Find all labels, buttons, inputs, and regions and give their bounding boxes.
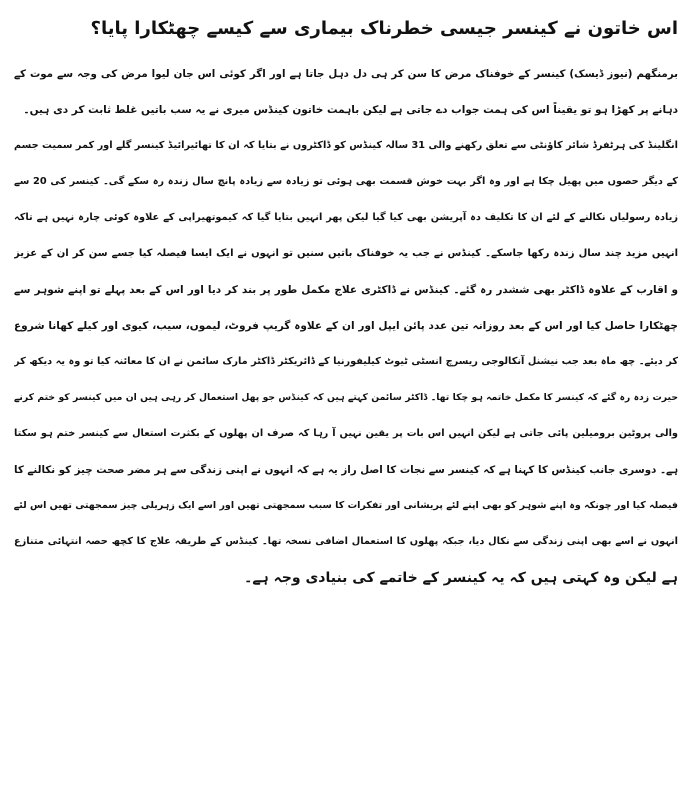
body-line: کے دیگر حصوں میں پھیل چکا ہے اور وہ اگر بہت خوش قسمت بھی ہوئی تو زیادہ سے زیادہ پانچ سال زندہ رہ سکے گی۔ کینسر کی 20 سے [14,176,678,187]
body-line: والی پروٹین برومیلین پائی جاتی ہے لیکن انہیں اس بات پر یقین نہیں آ رہا کہ صرف ان پھلوں کے بکثرت استعال سے کینسر ختم ہو سکتا [14,428,678,439]
body-line: انہیں مزید چند سال زندہ رکھا جاسکے۔ کینڈس نے جب یہ خوفناک باتیں سنیں تو انہوں نے ایک ایسا فیصلہ کیا جسے سن کر ان کے عزیز [14,248,678,259]
body-line: فیصلہ کیا اور چونکہ وہ اپنے شوہر کو بھی اپنے لئے پریشانی اور تفکرات کا سبب سمجھتی تھیں اور اسے ایک زہریلی چیز سمجھتی تھیں اس لئے [14,500,678,511]
body-line: ہے لیکن وہ کہتی ہیں کہ یہ کینسر کے خاتمے کی بنیادی وجہ ہے۔ [244,570,678,586]
body-line: حیرت زدہ رہ گئے کہ کینسر کا مکمل خاتمہ ہو چکا تھا۔ ڈاکٹر سائمن کہتے ہیں کہ کینڈس جو پھل استعمال کر رہی ہیں ان میں کینسر کو ختم کرنے [14,392,678,403]
article-body [14,56,678,596]
body-line: زیادہ رسولیاں نکالنے کے لئے ان کا تکلیف دہ آپریشن بھی کیا گیا لیکن پھر انہیں بتایا گیا کہ کیموتھیراپی کے علاوہ کوئی چارہ نہیں ہے تاکہ [14,212,678,223]
body-line: چھٹکارا حاصل کیا اور اس کے بعد روزانہ تین عدد پائن ایپل اور ان کے علاوہ گریپ فروٹ، لیموں، سیب، کیوی اور کیلے کھانا شروع [14,320,678,332]
body-line: کر دیئے۔ چھ ماہ بعد جب نیشنل آنکالوجی ریسرچ انسٹی ٹیوٹ کیلیفورنیا کے ڈائریکٹر ڈاکٹر مارک سائمن نے ان کا معائنہ کیا تو وہ یہ دیکھ کر [14,356,678,367]
news-article [14,16,678,596]
article-headline: اس خاتون نے کینسر جیسی خطرناک بیماری سے کیسے چھٹکارا پایا؟ [90,18,678,39]
body-line: ہے۔ دوسری جانب کینڈس کا کہنا ہے کہ کینسر سے نجات کا اصل راز یہ ہے کہ انہوں نے اپنی زندگی سے ہر مضر صحت چیز کو نکالنے کا [14,464,678,476]
body-line: انگلینڈ کی ہرٹفرڈ شائر کاؤنٹی سے تعلق رکھنے والی 31 سالہ کینڈس کو ڈاکٹروں نے بتایا کہ ان کا تھائیرائیڈ کینسر گلے اور کمر سمیت جسم [14,140,678,151]
body-line: انہوں نے اسے بھی اپنی زندگی سے نکال دیا، جبکہ پھلوں کا استعمال اضافی نسخہ تھا۔ کینڈس کے طریقہ علاج کا کچھ حصہ انتہائی متنازع [14,536,678,547]
body-line: دہانے پر کھڑا ہو تو یقیناً اس کی ہمت جواب دے جاتی ہے لیکن باہمت خاتون کینڈس میری نے یہ سب باتیں غلط ثابت کر دی ہیں۔ [23,104,678,116]
body-line: برمنگھم (نیوز ڈیسک) کینسر کے خوفناک مرض کا سن کر ہی دل دہل جاتا ہے اور اگر کوئی اس جان لیوا مرض کی وجہ سے موت کے [14,68,678,80]
body-line: و اقارب کے علاوہ ڈاکٹر بھی ششدر رہ گئے۔ کینڈس نے ڈاکٹری علاج مکمل طور پر بند کر دیا اور اس کے بعد پہلے تو اپنے شوہر سے [14,284,678,296]
